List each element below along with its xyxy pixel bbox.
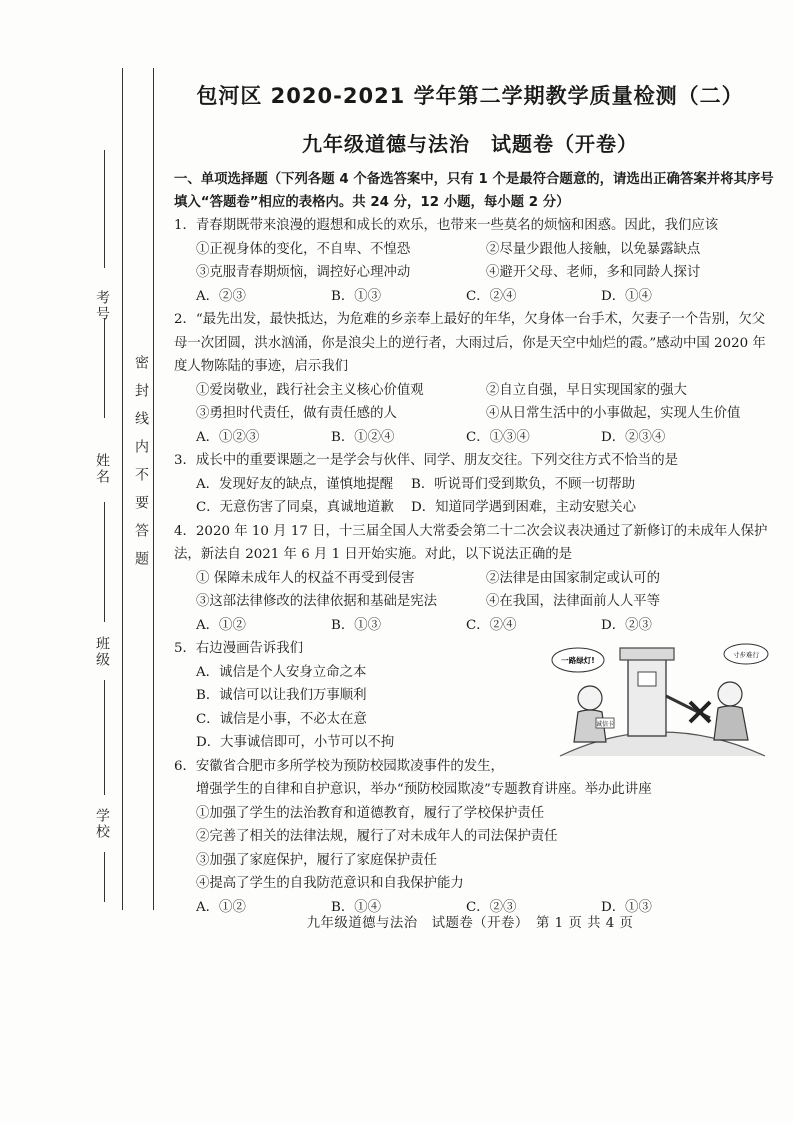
name-blank[interactable] <box>104 502 105 622</box>
option-statement: ①爱岗敬业，践行社会主义核心价值观 <box>196 382 424 398</box>
option-statement: ④从日常生活中的小事做起，实现人生价值 <box>486 406 741 421</box>
cross-mark-icon <box>690 702 710 722</box>
option-statement: ②法律是由国家制定或认可的 <box>486 570 661 586</box>
answer-choice[interactable]: D．②③ <box>601 617 652 633</box>
left-bubble-text: 一路绿灯! <box>561 656 595 665</box>
option-statement: ③这部法律修改的法律依据和基础是宪法 <box>196 594 438 609</box>
question-1 <box>174 214 774 308</box>
answer-choice[interactable]: B．①②④ <box>331 429 395 445</box>
exam-subtitle: 九年级道德与法治 试题卷（开卷） <box>302 132 638 156</box>
school-label: 学校 <box>94 808 110 840</box>
machine-top <box>620 648 674 660</box>
option-statement: ④在我国，法律面前人人平等 <box>486 594 661 609</box>
option-statement: ④提高了学生的自我防范意识和自我保护能力 <box>196 876 464 891</box>
question-3 <box>174 449 774 520</box>
machine-body <box>628 656 666 736</box>
margin-inner-line <box>153 68 154 910</box>
right-bubble-text: 寸步难行 <box>733 651 759 659</box>
margin-outer-line <box>122 68 123 910</box>
answer-choice[interactable]: C．②③ <box>466 899 517 915</box>
question-4 <box>174 520 774 638</box>
left-person-head <box>578 686 602 710</box>
question-stem-continued: 增强学生的自律和自护意识，举办“预防校园欺凌”专题教育讲座。举办此讲座 <box>196 782 652 797</box>
right-person-body <box>714 706 748 740</box>
section-heading: 一、单项选择题（下列各题 4 个备选答案中，只有 1 个是最符合题意的，请选出正确答案并将其序号填入“答题卷”相应的表格内。共 24 分，12 小题，每小题 2 分） <box>174 172 774 210</box>
answer-choice[interactable]: B．听说哥们受到欺负，不顾一切帮助 <box>411 476 636 492</box>
answer-choice[interactable]: B．①③ <box>331 288 382 304</box>
option-statement: ②自立自强，早日实现国家的强大 <box>486 382 687 398</box>
question-stem: 1．青春期既带来浪漫的遐想和成长的欢乐，也带来一些莫名的烦恼和困惑。因此，我们应该 <box>174 218 719 233</box>
answer-choice[interactable]: D．知道同学遇到困难，主动安慰关心 <box>411 500 636 515</box>
question-stem: 6．安徽省合肥市多所学校为预防校园欺凌事件的发生， <box>174 758 504 774</box>
right-person-head <box>718 682 742 706</box>
option-statement: ③克服青春期烦恼，调控好心理冲动 <box>196 265 411 280</box>
machine-screen <box>638 672 656 686</box>
answer-choice[interactable]: B．①④ <box>331 899 382 915</box>
answer-choice[interactable]: A．①② <box>196 617 246 633</box>
answer-choice[interactable]: D．②③④ <box>601 429 666 445</box>
school-blank[interactable] <box>104 852 105 902</box>
honesty-cartoon <box>550 638 770 758</box>
answer-choice[interactable]: A．发现好友的缺点，谨慎地提醒 <box>196 476 394 492</box>
option-statement: ②完善了相关的法律法规，履行了对未成年人的司法保护责任 <box>196 829 558 844</box>
exam-title: 包河区 2020-2021 学年第二学期教学质量检测（二） <box>196 84 744 108</box>
name-label: 姓名 <box>94 453 110 485</box>
exam-no-blank-2[interactable] <box>104 318 105 418</box>
option-statement: ① 保障未成年人的权益不再受到侵害 <box>196 570 415 586</box>
answer-choice[interactable]: D．①④ <box>601 288 652 304</box>
honesty-card-text: 诚信卡 <box>595 721 615 728</box>
question-6 <box>174 755 774 920</box>
answer-choice[interactable]: D．大事诚信即可，小节可以不拘 <box>196 735 395 750</box>
option-statement: ③勇担时代责任，做有责任感的人 <box>196 406 397 421</box>
answer-choice[interactable]: A．①② <box>196 899 246 915</box>
option-statement: ①加强了学生的法治教育和道德教育，履行了学校保护责任 <box>196 805 545 821</box>
exam-no-label: 考号 <box>94 290 110 322</box>
answer-choice[interactable]: C．①③④ <box>466 429 530 445</box>
class-blank[interactable] <box>104 680 105 795</box>
option-statement: ④避开父母、老师，多和同龄人探讨 <box>486 265 701 280</box>
question-stem: 5．右边漫画告诉我们 <box>174 641 304 656</box>
option-statement: ②尽量少跟他人接触，以免暴露缺点 <box>486 241 701 257</box>
answer-choice[interactable]: C．诚信是小事，不必太在意 <box>196 711 367 727</box>
exam-no-blank[interactable] <box>104 150 105 268</box>
seal-warning: 密封线内不要答题 <box>133 355 149 579</box>
answer-choice[interactable]: B．①③ <box>331 617 382 633</box>
answer-choice[interactable]: A．①②③ <box>196 429 260 445</box>
class-label: 班级 <box>94 636 110 668</box>
answer-choice[interactable]: B．诚信可以让我们万事顺利 <box>196 688 367 703</box>
answer-choice[interactable]: A．诚信是个人安身立命之本 <box>196 664 367 680</box>
answer-choice[interactable]: C．②④ <box>466 617 517 633</box>
question-stem: 4．2020 年 10 月 17 日，十三届全国人大常委会第二十二次会议表决通过了新修订的未成年人保护法，新法自 2021 年 6 月 1 日开始实施。对此，以下说法正确的是 <box>174 523 768 562</box>
answer-choice[interactable]: C．无意伤害了同桌，真诚地道歉 <box>196 500 394 515</box>
question-area <box>174 168 774 919</box>
question-stem: 2．“最先出发，最快抵达，为危难的乡亲奉上最好的年华，欠身体一台手术，欠妻子一个告别，欠父母一次团圆，洪水汹涌，你是浪尖上的逆行者，大雨过后，你是天空中灿烂的霞。”感动中国 2020 年度人物陈陆的事迹，启示我们 <box>174 312 766 374</box>
answer-choice[interactable]: C．②④ <box>466 288 517 304</box>
answer-choice[interactable]: D．①③ <box>601 899 652 915</box>
option-statement: ①正视身体的变化，不自卑、不惶恐 <box>196 241 411 257</box>
page-footer: 九年级道德与法治 试题卷（开卷） 第 1 页 共 4 页 <box>306 916 634 931</box>
question-2 <box>174 308 774 449</box>
answer-choice[interactable]: A．②③ <box>196 288 246 304</box>
option-statement: ③加强了家庭保护，履行了家庭保护责任 <box>196 852 438 868</box>
question-stem: 3．成长中的重要课题之一是学会与伙伴、同学、朋友交往。下列交往方式不恰当的是 <box>174 453 678 468</box>
